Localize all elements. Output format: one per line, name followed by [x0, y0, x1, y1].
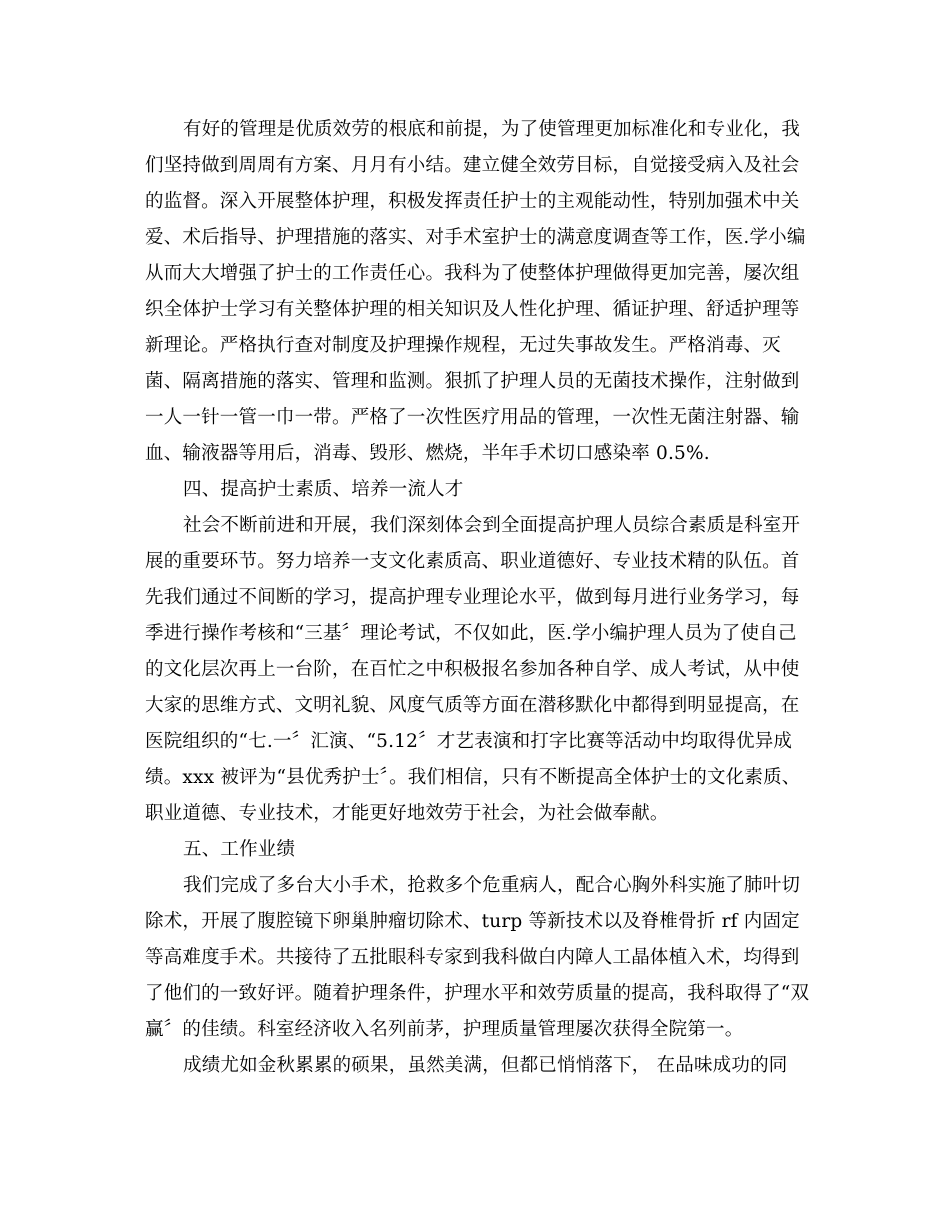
body-line: 的文化层次再上一台阶，在百忙之中积极报名参加各种自学、成人考试，从中使	[145, 659, 800, 680]
body-line: 展的重要环节。努力培养一支文化素质高、职业道德好、专业技术精的队伍。首	[145, 551, 800, 572]
body-line: 医院组织的“七.一〞汇演、“5.12〞才艺表演和打字比赛等活动中均取得优异成	[145, 731, 793, 752]
body-line: 爱、术后指导、护理措施的落实、对手术室护士的满意度调查等工作，医.学小编	[145, 227, 806, 248]
section-heading: 四、提高护士素质、培养一流人才	[183, 479, 464, 500]
body-line: 赢〞的佳绩。科室经济收入名列前茅，护理质量管理屡次获得全院第一。	[145, 1019, 744, 1040]
body-line: 除术，开展了腹腔镜下卵巢肿瘤切除术、turp 等新技术以及脊椎骨折 rf 内固定	[145, 911, 800, 932]
body-line: 有好的管理是优质效劳的根底和前提，为了使管理更加标准化和专业化，我	[183, 119, 801, 140]
body-line: 绩。xxx 被评为“县优秀护士〞。我们相信，只有不断提高全体护士的文化素质、	[145, 767, 801, 788]
body-line: 血、输液器等用后，消毒、毁形、燃烧，半年手术切口感染率 0.5%.	[145, 443, 710, 464]
body-line: 我们完成了多台大小手术，抢救多个危重病人，配合心胸外科实施了肺叶切	[183, 875, 801, 896]
body-line: 成绩尤如金秋累累的硕果，虽然美满，但都已悄悄落下， 在品味成功的同	[183, 1055, 788, 1076]
body-line: 季进行操作考核和“三基〞理论考试，不仅如此，医.学小编护理人员为了使自己	[145, 623, 797, 644]
body-line: 等高难度手术。共接待了五批眼科专家到我科做白内障人工晶体植入术，均得到	[145, 947, 800, 968]
body-line: 的监督。深入开展整体护理，积极发挥责任护士的主观能动性，特别加强术中关	[145, 191, 800, 212]
body-line: 们坚持做到周周有方案、月月有小结。建立健全效劳目标，自觉接受病入及社会	[145, 155, 800, 176]
body-line: 一人一针一管一巾一带。严格了一次性医疗用品的管理，一次性无菌注射器、输	[145, 407, 800, 428]
body-line: 新理论。严格执行查对制度及护理操作规程，无过失事故发生。严格消毒、灭	[145, 335, 781, 356]
body-line: 从而大大增强了护士的工作责任心。我科为了使整体护理做得更加完善，屡次组	[145, 263, 800, 284]
body-line: 了他们的一致好评。随着护理条件，护理水平和效劳质量的提高，我科取得了“双	[145, 983, 810, 1004]
body-line: 菌、隔离措施的落实、管理和监测。狠抓了护理人员的无菌技术操作，注射做到	[145, 371, 800, 392]
section-heading: 五、工作业绩	[183, 839, 296, 860]
body-line: 社会不断前进和开展，我们深刻体会到全面提高护理人员综合素质是科室开	[183, 515, 801, 536]
body-line: 织全体护士学习有关整体护理的相关知识及人性化护理、循证护理、舒适护理等	[145, 299, 800, 320]
body-line: 先我们通过不间断的学习，提高护理专业理论水平，做到每月进行业务学习，每	[145, 587, 800, 608]
body-line: 大家的思维方式、文明礼貌、风度气质等方面在潜移默化中都得到明显提高，在	[145, 695, 800, 716]
body-line: 职业道德、专业技术，才能更好地效劳于社会，为社会做奉献。	[145, 803, 669, 824]
